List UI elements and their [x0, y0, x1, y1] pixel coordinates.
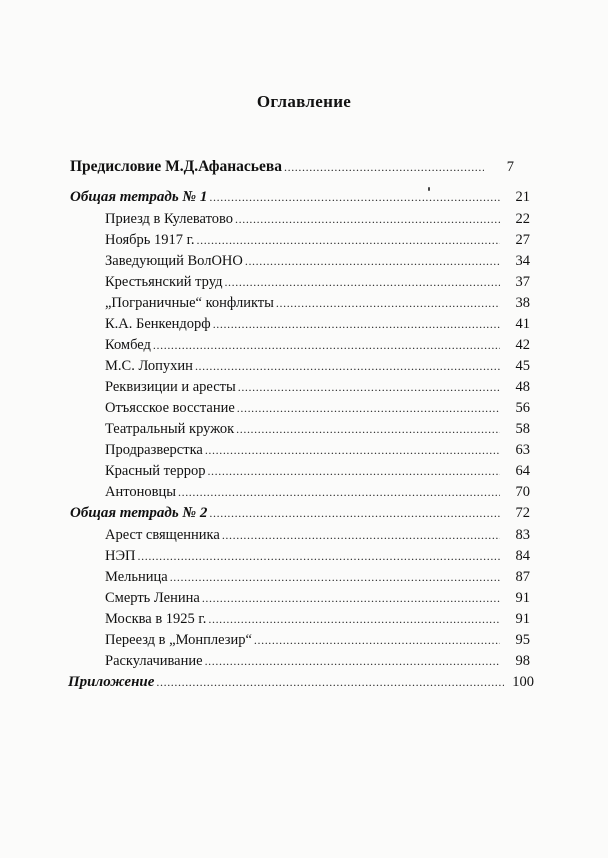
toc-entry-page: 56: [515, 400, 530, 416]
toc-entry-label: Приезд в Кулеватово: [105, 211, 234, 227]
dot-leader: [237, 401, 500, 416]
toc-entry: [105, 548, 530, 568]
dot-leader: [209, 190, 500, 205]
dot-leader: [205, 443, 500, 458]
toc-entry: [105, 527, 530, 547]
toc-entry-label: Реквизиции и аресты: [105, 379, 236, 395]
toc-entry-page: 72: [515, 505, 530, 521]
toc-entry-page: 21: [515, 189, 530, 205]
dot-leader: [205, 654, 500, 669]
toc-entry-page: 45: [515, 358, 530, 374]
toc-entry-label: Антоновцы: [105, 484, 176, 500]
dot-leader: [222, 528, 500, 543]
dot-leader: [195, 359, 500, 374]
toc-entry: [105, 337, 530, 357]
toc-entry-label: М.С. Лопухин: [105, 358, 193, 374]
toc-entry-page: 37: [515, 274, 530, 290]
toc-entry: [105, 463, 530, 483]
toc-entry-label: Раскулачивание: [105, 653, 203, 669]
dot-leader: [178, 485, 500, 500]
toc-entry-label: НЭП: [105, 548, 136, 564]
dot-leader: [156, 675, 504, 690]
toc-entry: [105, 295, 530, 315]
toc-entry-page: 22: [515, 211, 530, 227]
toc-section-label: Общая тетрадь № 2: [70, 505, 208, 521]
toc-entry-page: 91: [515, 611, 530, 627]
toc-entry: [105, 211, 530, 231]
toc-entry-page: 63: [515, 442, 530, 458]
toc-entry-page: 58: [515, 421, 530, 437]
dot-leader: [235, 212, 500, 227]
toc-entry: [105, 611, 530, 631]
toc-entry-page: 27: [515, 232, 530, 248]
toc-entry: [105, 442, 530, 462]
dot-leader: [224, 275, 500, 290]
toc-entry-page: 83: [515, 527, 530, 543]
toc-entry: [105, 632, 530, 652]
toc-entry: [105, 653, 530, 673]
dot-leader: [254, 633, 500, 648]
toc-entry: [105, 569, 530, 589]
toc-entry-label: Арест священника: [105, 527, 220, 543]
dot-leader: [238, 380, 500, 395]
dot-leader: [138, 549, 500, 564]
toc-entry-label: „Пограничные“ конфликты: [105, 295, 274, 311]
toc-entry: [105, 274, 530, 294]
dot-leader: [153, 338, 500, 353]
toc-section-notebook-1: [70, 189, 530, 209]
toc-entry-label: Комбед: [105, 337, 151, 353]
toc-entry: [105, 379, 530, 399]
toc-section-label: Приложение: [68, 674, 155, 690]
dot-leader: [284, 160, 484, 175]
page-title: Оглавление: [256, 92, 352, 111]
dot-leader: [208, 612, 500, 627]
toc-entry: [105, 316, 530, 336]
toc-entry-label: Красный террор: [105, 463, 206, 479]
toc-entry-preface: [70, 158, 514, 178]
toc-entry-label: Мельница: [105, 569, 168, 585]
toc-entry-page: 100: [512, 674, 534, 690]
toc-section-appendix: [68, 674, 534, 694]
toc-entry-page: 87: [515, 569, 530, 585]
toc-entry-page: 95: [515, 632, 530, 648]
dot-leader: [170, 570, 500, 585]
toc-entry-label: Ноябрь 1917 г.: [105, 232, 195, 248]
toc-entry: [105, 253, 530, 273]
toc-entry-label: Крестьянский труд: [105, 274, 223, 290]
toc-entry-page: 70: [515, 484, 530, 500]
dot-leader: [245, 254, 500, 269]
toc-entry-page: 34: [515, 253, 530, 269]
toc-entry-page: 48: [515, 379, 530, 395]
toc-entry: [105, 358, 530, 378]
toc-section-notebook-2: [70, 505, 530, 525]
toc-section-label: Общая тетрадь № 1: [70, 189, 208, 205]
toc-entry-page: 98: [515, 653, 530, 669]
dot-leader: [197, 233, 500, 248]
toc-entry-page: 91: [515, 590, 530, 606]
toc-entry: [105, 484, 530, 504]
toc-entry-label: Москва в 1925 г.: [105, 611, 207, 627]
toc-entry-label: Продразверстка: [105, 442, 203, 458]
dot-leader: [202, 591, 500, 606]
toc-entry-label: Отъясское восстание: [105, 400, 235, 416]
toc-entry: [105, 590, 530, 610]
toc-entry-label: К.А. Бенкендорф: [105, 316, 211, 332]
toc-entry-label: Смерть Ленина: [105, 590, 200, 606]
toc-entry-label: Заведующий ВолОНО: [105, 253, 243, 269]
toc-entry-page: 64: [515, 463, 530, 479]
dot-leader: [276, 296, 500, 311]
toc-entry-page: 42: [515, 337, 530, 353]
toc-entry: [105, 232, 530, 252]
dot-leader: [236, 422, 500, 437]
dot-leader: [213, 317, 500, 332]
toc-entry-page: 38: [515, 295, 530, 311]
dot-leader: [207, 464, 500, 479]
toc-entry-page: 7: [506, 159, 514, 175]
toc-entry-label: Театральный кружок: [105, 421, 235, 437]
dot-leader: [209, 506, 500, 521]
toc-entry: [105, 421, 530, 441]
toc-entry-page: 84: [515, 548, 530, 564]
toc-entry-label: Предисловие М.Д.Афанасьева: [70, 158, 282, 175]
toc-entry-label: Переезд в „Монплезир“: [105, 632, 252, 648]
toc-entry-page: 41: [515, 316, 530, 332]
toc-entry: [105, 400, 530, 420]
